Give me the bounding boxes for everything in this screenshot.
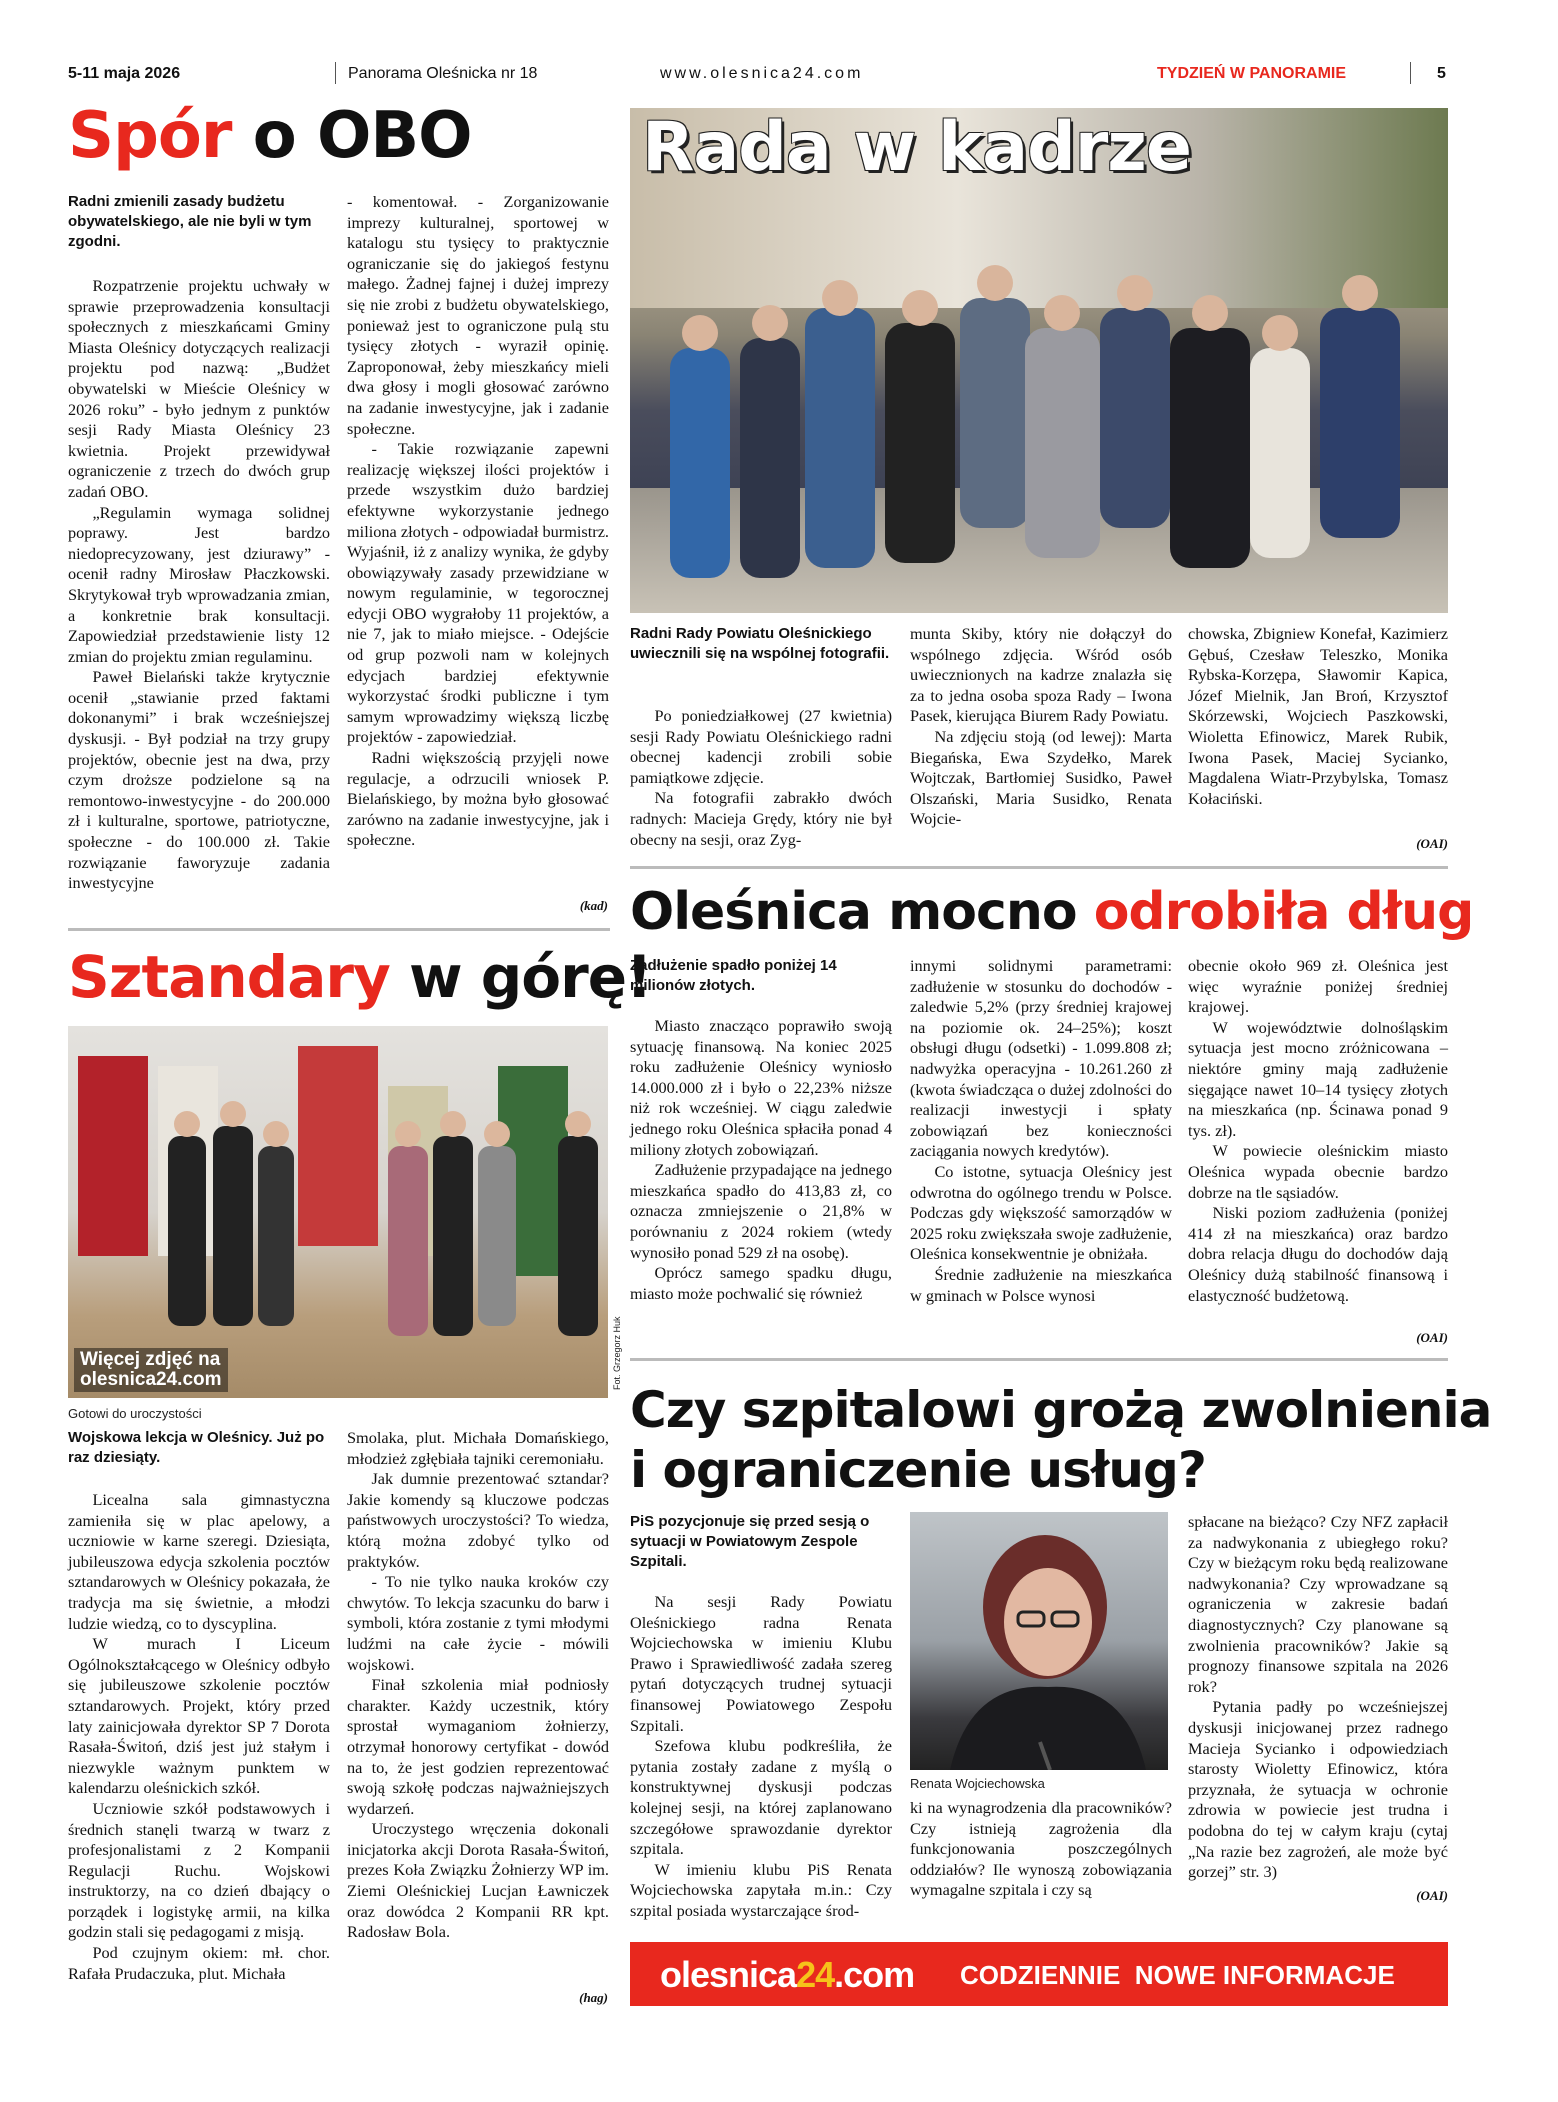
photo-credit: Fot. Grzegorz Huk bbox=[612, 1316, 622, 1390]
szpital-column-3: spłacane na bieżąco? Czy NFZ zapłacił za nadwykonania z ubiegłego roku? Czy w bieżącym roku będą realizowane nadwykonania? Czy wprowadzane są ograniczenia w zakresie badań diagnostycznych? Czy planowane są zwolnienia pracowników? Jakie są prognozy finansowe szpitala na 2026 rok? Pytania padły po wcześniejszej dyskusji inicjowanej przez radnego Macieja Sycianko i odpowiedziach starosty Wioletty Efinowicz, która przyznała, że sytuacja w ochronie zdrowia w powiecie jest trudna i podobna do tej w całym kraju (cytaj „Na razie bez zagrożeń, ale może być gorzej” str. 3) bbox=[1188, 1512, 1448, 1882]
ad-logo: olesnica24.com bbox=[660, 1954, 915, 1995]
rada-headline: Rada w kadrze bbox=[642, 108, 1191, 187]
sztandary-lead: Wojskowa lekcja w Oleśnicy. Już po raz dziesiąty. bbox=[68, 1429, 325, 1466]
sztandary-caption: Gotowi do uroczystości bbox=[68, 1406, 202, 1421]
rada-column-3: chowska, Zbigniew Konefał, Kazimierz Gębuś, Czesław Teleszko, Monika Rybska-Korzępa, Sławomir Kapica, Józef Mielnik, Jan Broń, Krzysztof Skórzewski, Wojciech Paszkowski, Wioletta Efinowicz, Marek Rubik, Iwona Pasek, Maciej Sycianko, Magdalena Wiatr-Przybylska, Tomasz Kołaciński. bbox=[1188, 624, 1448, 808]
obo-column-2: - komentował. - Zorganizowanie imprezy kulturalnej, sportowej w katalogu stu tysięcy to praktycznie ograniczanie się do jakiegoś festynu małego. Żadnej fajnej i dużej imprezy się nie zrobi z budżetu obywatelskiego, ponieważ jest to ograniczone pulą stu tysięcy złotych - wyraził opinię. Zaproponował, żeby mieszkańcy mieli dwa głosy i mogli głosować zarówno na zadanie inwestycyjne, jak i zadanie społeczne. - Takie rozwiązanie zapewni realizację większej ilości projektów i przede wszystkim dużo bardziej efektywne wykorzystanie jednego miliona złotych - odpowiadał burmistrz. Wyjaśnił, iż z analizy wynika, że gdyby obowiązywały zasady przewidziane w nowym regulaminie, w tegorocznej edycji OBO wygrałoby 11 projektów, a nie 7, jak to miało miejsce. - Odejście od grup pozwoli nam w kolejnych edycjach bardziej efektywnie wykorzystać środki publiczne i tym samym wprowadzimy większą liczbę projektów - zapowiedział. Radni większością przyjęli nowe regulacje, a odrzucili wniosek P. Bielańskiego, by można było głosować zarówno na zadanie inwestycyjne, jak i społeczne. bbox=[347, 192, 609, 850]
sztandary-headline: Sztandary w górę! bbox=[68, 943, 652, 1011]
szpital-lead: PiS pozycjonuje się przed sesją o sytuacji w Powiatowym Zespole Szpitali. bbox=[630, 1513, 870, 1570]
sztandary-column-2: Smolaka, plut. Michała Domańskiego, młodzież zgłębiała tajniki ceremoniału. Jak dumnie prezentować sztandar? Jakie komendy są kluczowe podczas państwowych uroczystości? To wiedza, którą można zdobyć tylko od praktyków. - To nie tylko nauka kroków czy chwytów. To lekcja szacunku do barw i symboli, która zostanie z tymi młodymi ludźmi na całe życie - mówili wojskowi. Finał szkolenia miał podniosły charakter. Każdy uczestnik, który sprostał wymaganiom żołnierzy, otrzymał honorowy certyfikat - dowód na to, że jest godzien reprezentować swoją szkołę podczas najważniejszych wydarzeń. Uroczystego wręczenia dokonali inicjatorka akcji Dorota Rasała-Świtoń, prezes Koła Związku Żołnierzy WP im. Ziemi Oleśnickiej Lucjan Ławniczek oraz dowódca 2 Kompanii RR kpt. Radosław Bola. bbox=[347, 1428, 609, 1942]
dlug-column-2: innymi solidnymi parametrami: zadłużenie w stosunku do dochodów - zaledwie 5,2% (przy średniej krajowej na poziomie ok. 24–25%); koszt obsługi długu (odsetki) - 1.099.808 zł; nadwyżka operacyjna - 10.261.260 zł (kwota świadcząca o dużej zdolności do realizacji inwestycji i spłaty zobowiązań bez konieczności zaciągania nowych kredytów). Co istotne, sytuacja Oleśnicy jest odwrotna do ogólnego trendu w Polsce. Podczas gdy większość samorządów w 2025 roku zwiększała swoje zadłużenie, Oleśnica konsekwentnie je obniżała. Średnie zadłużenie na mieszkańca w gminach w Polsce wynosi bbox=[910, 956, 1172, 1305]
portrait-caption: Renata Wojciechowska bbox=[910, 1776, 1045, 1791]
obo-signature: (kad) bbox=[579, 898, 608, 913]
rada-lead: Radni Rady Powiatu Oleśnickiego uwiecznili się na wspólnej fotografii. bbox=[630, 625, 890, 662]
site-url[interactable]: www.olesnica24.com bbox=[660, 65, 864, 82]
issue-date: 5-11 maja 2026 bbox=[68, 65, 181, 82]
dlug-signature: (OAI) bbox=[1416, 1330, 1448, 1345]
dlug-headline: Oleśnica mocno odrobiła dług bbox=[630, 882, 1474, 942]
olesnica24-ad-banner[interactable] bbox=[630, 1942, 1448, 2006]
flag-silhouettes bbox=[68, 1026, 608, 1398]
szpital-column-2: ki na wynagrodzenia dla pracowników? Czy istnieją zagrożenia dla funkcjonowania poszczególnych oddziałów? Ile wynoszą zobowiązania wymagalne szpitala i czy są bbox=[910, 1798, 1172, 1900]
page-number: 5 bbox=[1437, 65, 1446, 82]
flag-bearers-photo bbox=[68, 1026, 608, 1398]
obo-lead: Radni zmienili zasady budżetu obywatelskiego, ale nie byli w tym zgodni. bbox=[68, 193, 312, 250]
portrait-photo bbox=[910, 1512, 1168, 1770]
dlug-column-3: obecnie około 969 zł. Oleśnica jest więc wyraźnie poniżej średniej krajowej. W województwie dolnośląskim sytuacja jest mocno zróżnicowana – niektóre gminy mają zadłużenie sięgające nawet 10–14 tysięcy złotych na mieszkańca (np. Ścinawa ponad 9 tys. zł). W powiecie oleśnickim miasto Oleśnica wypada obecnie bardzo dobrze na tle sąsiadów. Niski poziom zadłużenia (poniżej 414 zł na mieszkańca) oraz bardzo dobra relacja długu do dochodów dają Oleśnicy dużą stabilność finansową i elastyczność budżetową. bbox=[1188, 956, 1448, 1305]
dlug-column-1: Miasto znacząco poprawiło swoją sytuację finansową. Na koniec 2025 roku zadłużenie Oleśnicy wyniosło 14.000.000 zł i było o 22,23% niższe niż rok wcześniej. W ciągu zaledwie jednego roku Oleśnica spłaciła ponad 4 miliony złotych zobowiązań. Zadłużenie przypadające na jednego mieszkańca spadło do 413,83 zł, co oznacza zmniejszenie o 21,8% w porównaniu z 2024 rokiem (wtedy wynosiło ponad 529 zł na osobę). Oprócz samego spadku długu, miasto może pochwalić się również bbox=[630, 1016, 892, 1303]
obo-column-1: Rozpatrzenie projektu uchwały w sprawie przeprowadzenia konsultacji społecznych z mieszkańcami Gminy Miasta Oleśnicy dotyczących realizacji projektu pod nazwą: „Budżet obywatelski w Mieście Oleśnicy w 2026 roku” - było jednym z punktów sesji Rady Miasta Oleśnicy 23 kwietnia. Projekt przewidywał ograniczenie z trzech do dwóch grup zadań OBO. „Regulamin wymaga solidnej poprawy. Jest bardzo niedoprecyzowany, jest dziurawy” - ocenił radny Mirosław Płaczkowski. Skrytykował tryb wprowadzania zmian, a konkretnie brak konsultacji. Zapowiedział przedstawienie listy 12 zmian do projektu zmian regulaminu. Paweł Bielański także krytycznie ocenił „stawianie przed faktami dokonanymi” i brak wcześniejszej dyskusji. - Był podział na trzy grupy projektów, obecnie jest na dwa, przy czym droższe podzielone są na remontowo-inwestycyjne - do 200.000 zł i kulturalne, sportowe, patriotyczne, społeczne - do 100.000 zł. Takie rozwiązanie faworyzuje zadania inwestycyjne bbox=[68, 276, 330, 893]
council-group-photo bbox=[630, 108, 1448, 613]
dlug-lead: Zadłużenie spadło poniżej 14 milionów złotych. bbox=[630, 957, 837, 994]
obo-headline: Spór o OBO bbox=[68, 99, 472, 173]
szpital-headline: Czy szpitalowi grożą zwolnienia i ograniczenie usług? bbox=[630, 1381, 1492, 1499]
portrait-silhouette bbox=[910, 1512, 1168, 1770]
rada-column-1: Po poniedziałkowej (27 kwietnia) sesji Rady Powiatu Oleśnickiego radni obecnej kadencji zrobili sobie pamiątkowe zdjęcie. Na fotografii zabrakło dwóch radnych: Macieja Grędy, który nie był obecny na sesji, oraz Zyg- bbox=[630, 706, 892, 849]
rada-column-2: munta Skiby, który nie dołączył do wspólnego zdjęcia. Wśród osób uwiecznionych na kadrze znalazła się za to jedna osoba spoza Rady – Iwona Pasek, kierująca Biurem Rady Powiatu. Na zdjęciu stoją (od lewej): Marta Biegańska, Ewa Szydełko, Marek Wojtczak, Bartłomiej Susidko, Paweł Olszański, Maria Susidko, Renata Wojcie- bbox=[910, 624, 1172, 829]
sztandary-column-1: Licealna sala gimnastyczna zamieniła się w plac apelowy, a uczniowie w karne szeregi. Dziesiąta, jubileuszowa edycja szkolenia pocztów sztandarowych w Oleśnicy pokazała, że tradycja ma się świetnie, a młodzi ludzie wiedzą, co to dyscyplina. W murach I Liceum Ogólnokształcącego w Oleśnicy odbyło się jubileuszowe szkolenie pocztów sztandarowych. Projekt, który przed laty zainicjowała dyrektor SP 7 Dorota Rasała-Świtoń, dziś jest już stałym i niezwykle ważnym punktem w kalendarzu oleśnickich szkół. Uczniowie szkół podstawowych i średnich stanęli twarzą w twarz z profesjonalistami z 2 Kompanii Regulacji Ruchu. Wojskowi instruktorzy, na co dzień dbający o porządek i logistykę armii, na kilka godzin stali się pedagogami z misją. Pod czujnym okiem: mł. chor. Rafała Prudaczuka, plut. Michała bbox=[68, 1490, 330, 1983]
szpital-signature: (OAI) bbox=[1416, 1888, 1448, 1903]
szpital-column-1: Na sesji Rady Powiatu Oleśnickiego radna Renata Wojciechowska w imieniu Klubu Prawo i Sprawiedliwość zadała szereg pytań dotyczących trudnej sytuacji finansowej Powiatowego Zespołu Szpitali. Szefowa klubu podkreśliła, że pytania zostały zadane z myślą o konstruktywnej dyskusji podczas kolejnej sesji, na której zaplanowano szczegółowe sprawozdanie dyrektor szpitala. W imieniu klubu PiS Renata Wojciechowska zapytała m.in.: Czy szpital posiada wystarczające środ- bbox=[630, 1592, 892, 1920]
rada-signature: (OAI) bbox=[1416, 836, 1448, 851]
sztandary-signature: (hag) bbox=[579, 1990, 608, 2005]
issue-number: Panorama Oleśnicka nr 18 bbox=[348, 65, 538, 82]
more-photos-overlay[interactable]: Więcej zdjęć na olesnica24.com bbox=[74, 1348, 228, 1392]
section-name: TYDZIEŃ W PANORAMIE bbox=[1157, 65, 1347, 82]
ad-slogan: CODZIENNIE NOWE INFORMACJE bbox=[960, 1960, 1395, 1990]
